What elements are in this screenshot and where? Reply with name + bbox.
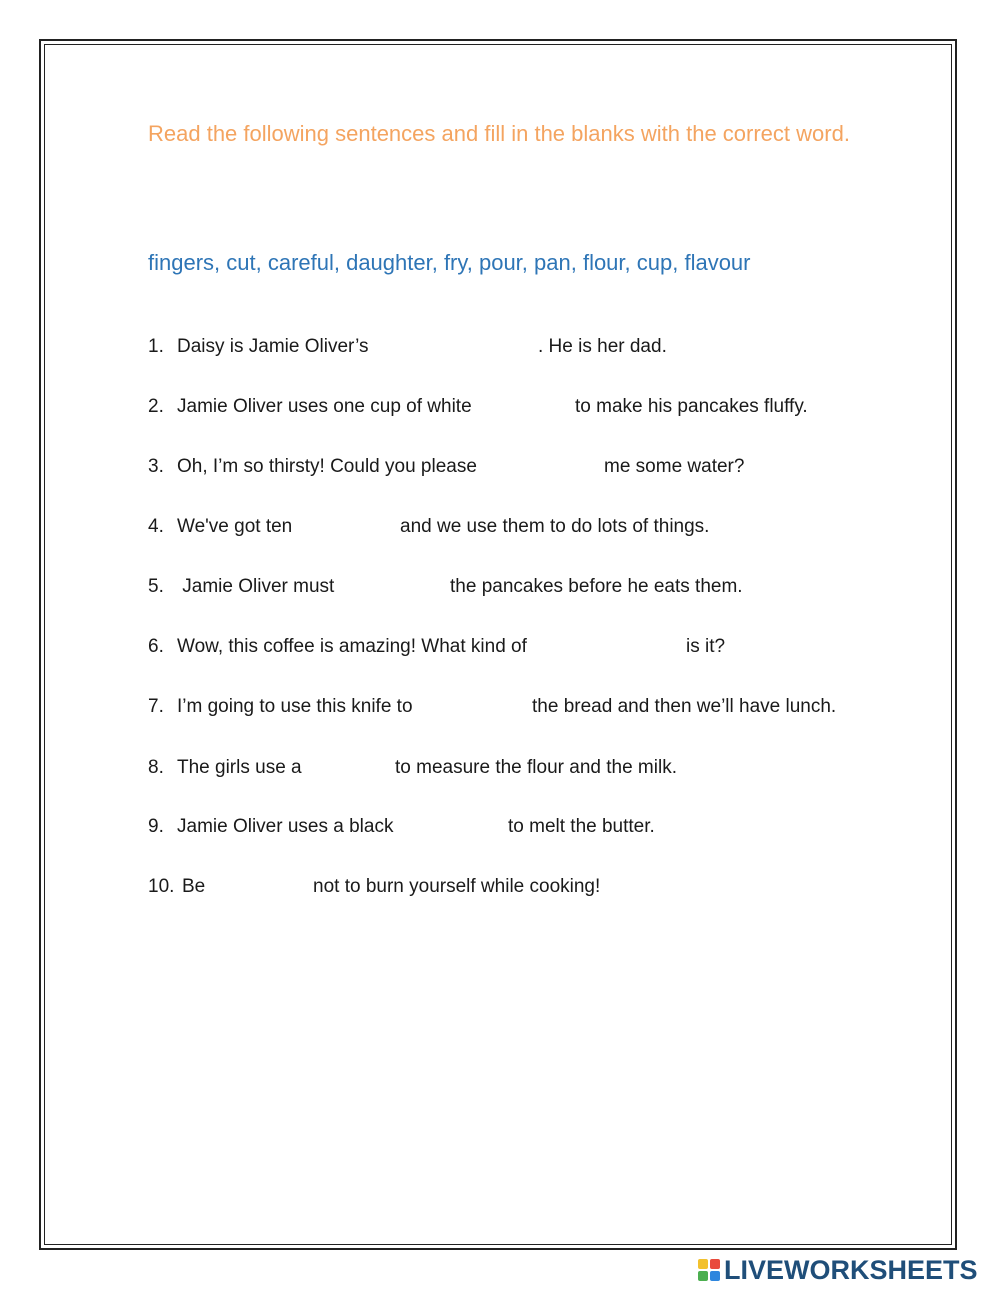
item-text-before: Jamie Oliver uses one cup of white xyxy=(177,396,472,417)
item-text-after: the bread and then we’ll have lunch. xyxy=(532,696,837,717)
item-text-before: Jamie Oliver uses a black xyxy=(177,816,394,837)
item-number: 5. xyxy=(148,576,164,597)
liveworksheets-logo-text: LIVEWORKSHEETS xyxy=(724,1255,978,1285)
item-text-after: the pancakes before he eats them. xyxy=(450,576,743,597)
item-number: 10. xyxy=(148,876,175,897)
instructions-text: Read the following sentences and fill in the blanks with the correct word. xyxy=(148,121,850,146)
item-number: 6. xyxy=(148,636,164,657)
item-text-before: Oh, I’m so thirsty! Could you please xyxy=(177,456,477,477)
item-text-after: to make his pancakes fluffy. xyxy=(575,396,808,417)
liveworksheets-logo-icon xyxy=(698,1259,720,1281)
item-text-before: Be xyxy=(182,876,206,897)
word-bank: fingers, cut, careful, daughter, fry, pour, pan, flour, cup, flavour xyxy=(148,250,751,275)
item-text-before: Wow, this coffee is amazing! What kind of xyxy=(177,636,527,657)
item-text-after: . He is her dad. xyxy=(538,336,667,357)
item-text-before: I’m going to use this knife to xyxy=(177,696,413,717)
item-number: 9. xyxy=(148,816,164,837)
item-text-after: to measure the flour and the milk. xyxy=(395,757,677,778)
liveworksheets-logo xyxy=(698,1255,994,1285)
item-number: 2. xyxy=(148,396,164,417)
item-text-before: The girls use a xyxy=(177,757,302,778)
item-number: 8. xyxy=(148,757,164,778)
item-text-before: We've got ten xyxy=(177,516,293,537)
item-text-after: and we use them to do lots of things. xyxy=(400,516,710,537)
item-number: 1. xyxy=(148,336,164,357)
item-number: 4. xyxy=(148,516,164,537)
item-text-before: Daisy is Jamie Oliver’s xyxy=(177,336,369,357)
item-number: 7. xyxy=(148,696,164,717)
item-text-before: Jamie Oliver must xyxy=(177,576,335,597)
item-text-after: to melt the butter. xyxy=(508,816,655,837)
item-text-after: me some water? xyxy=(604,456,745,477)
item-number: 3. xyxy=(148,456,164,477)
item-text-after: is it? xyxy=(686,636,726,657)
item-text-after: not to burn yourself while cooking! xyxy=(313,876,601,897)
